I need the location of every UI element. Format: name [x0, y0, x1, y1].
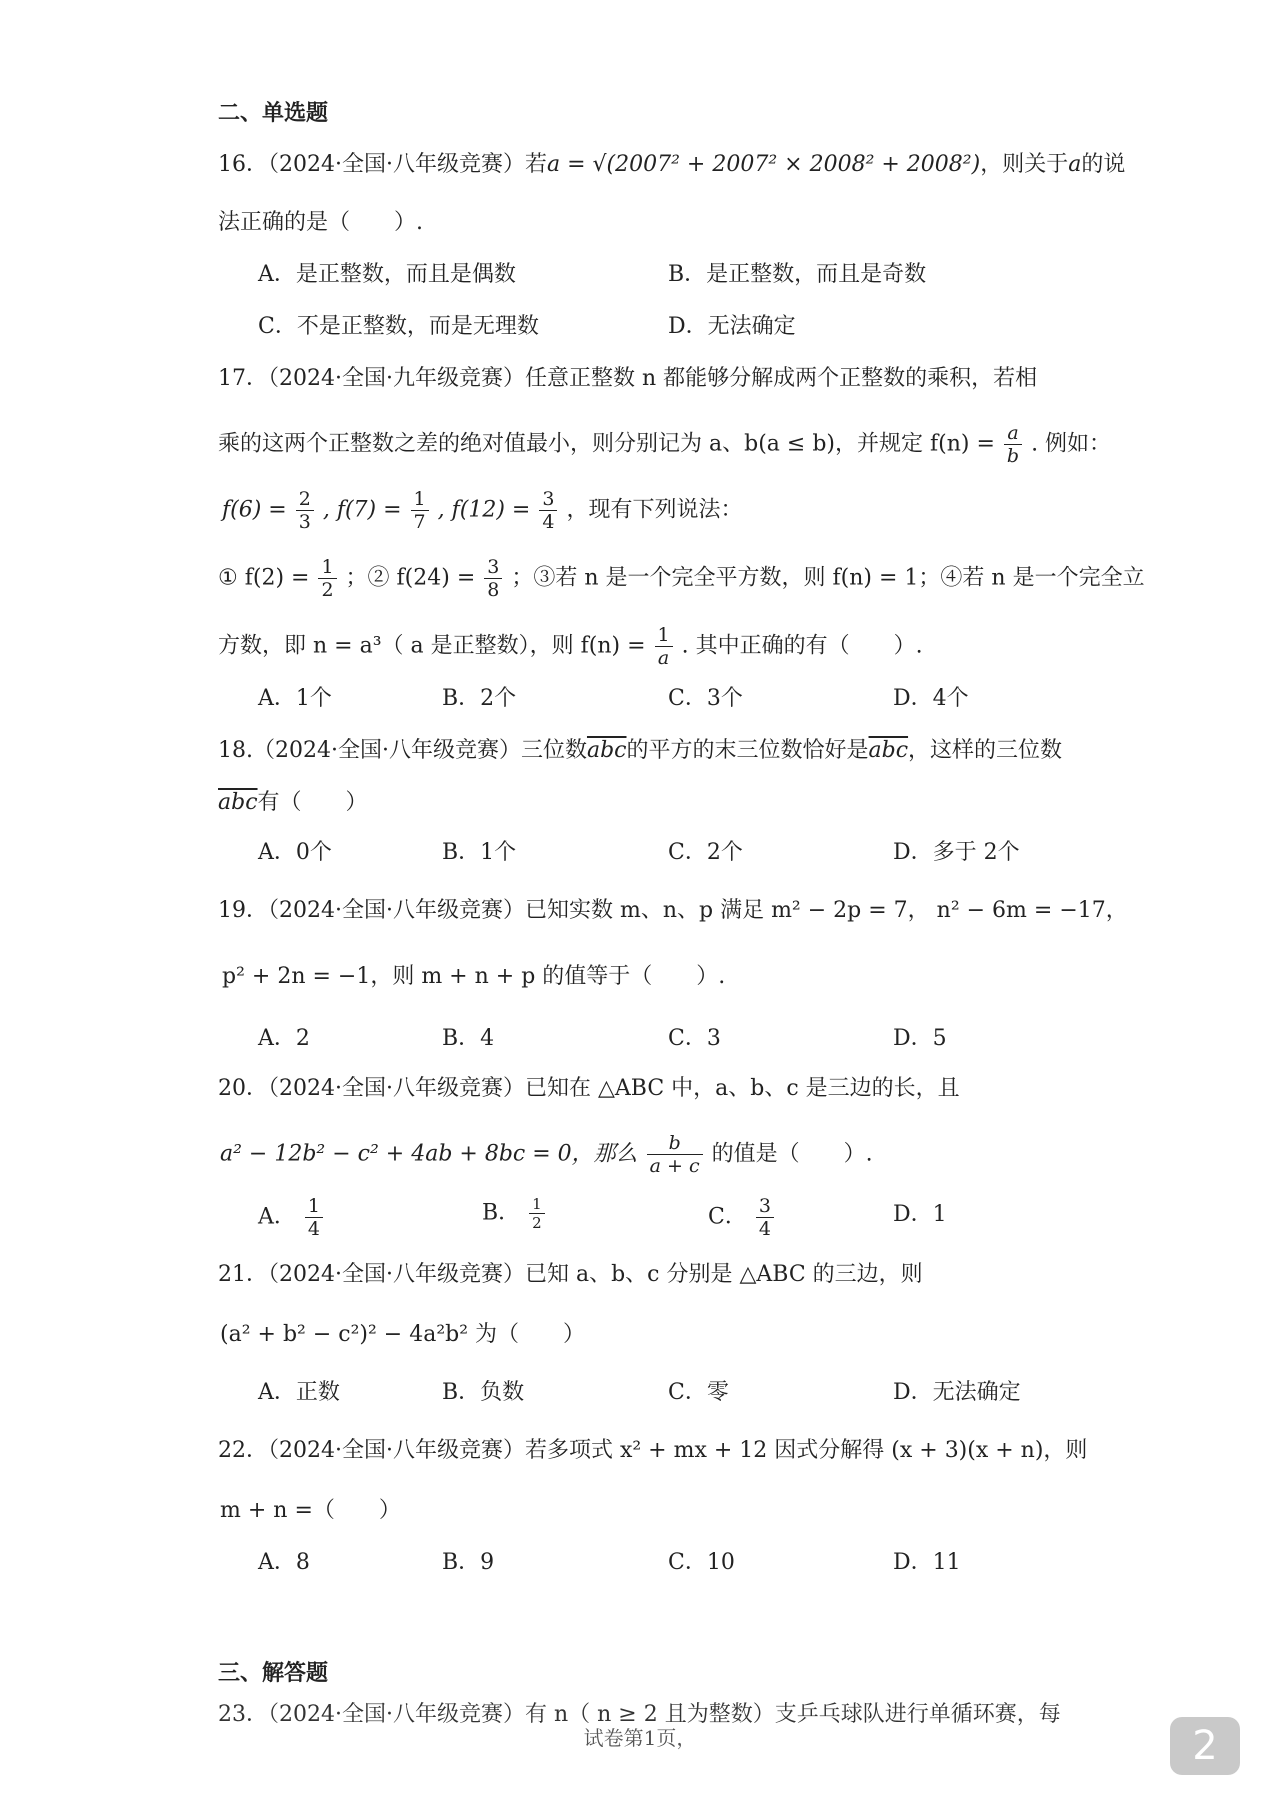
q20-option-c-frac: [756, 1195, 774, 1240]
q17-line3: [222, 488, 742, 533]
q16-var: a: [1068, 152, 1082, 177]
q17-ex2-frac: [411, 488, 429, 533]
q17-line4: [218, 556, 1145, 601]
q17-s1-frac: [318, 556, 336, 601]
q20-option-a-label: A．: [258, 1204, 296, 1230]
q20-a-den: 4: [307, 1218, 320, 1240]
q18-abc-2: $\overline{abc}$: [868, 738, 909, 763]
q20-line1: 20．（2024·全国·八年级竞赛）已知在 △ABC 中，a、b、c 是三边的长，且: [218, 1076, 960, 1101]
q20-b-num: 1: [529, 1195, 545, 1214]
q16-line2: 法正确的是（ ）.: [218, 210, 423, 235]
q17-ex3-num: 3: [539, 488, 557, 511]
q20-c-den: 4: [758, 1218, 771, 1240]
q21-option-a[interactable]: A．正数: [258, 1380, 340, 1405]
section-2-title: 二、单选题: [218, 100, 329, 126]
q17-ex3: , f(12) =: [437, 497, 531, 523]
q20-option-b-frac: [529, 1195, 545, 1232]
q17-ex1: f(6) =: [222, 497, 287, 523]
q18-line1: [218, 736, 1062, 766]
q16-end: 的说: [1081, 152, 1126, 177]
q20-frac-num: b: [647, 1132, 703, 1155]
q16-option-d[interactable]: D．无法确定: [668, 314, 796, 339]
q23-line1: 23．（2024·全国·八年级竞赛）有 n（ n ≥ 2 且为整数）支乒乓球队进行单循环赛，每: [218, 1702, 1061, 1727]
q17-line5-frac: [655, 624, 673, 669]
q20-option-c-label: C．: [708, 1204, 747, 1230]
q17-s1: ① f(2) =: [218, 565, 310, 591]
q18-prefix: 18.（2024·全国·八年级竞赛）三位数: [218, 738, 587, 763]
q16-option-c[interactable]: C．不是正整数，而是无理数: [258, 314, 539, 339]
q21-option-d[interactable]: D．无法确定: [893, 1380, 1021, 1405]
q20-a-num: 1: [305, 1195, 323, 1218]
q22-line1: 22．（2024·全国·八年级竞赛）若多项式 x² + mx + 12 因式分解得 (x + 3)(x + n)，则: [218, 1438, 1088, 1463]
q20-option-a[interactable]: [258, 1195, 325, 1240]
q20-option-d[interactable]: D．1: [893, 1202, 947, 1227]
q17-ex3-den: 4: [542, 511, 555, 533]
q18-abc: $\overline{abc}$: [586, 738, 627, 763]
q17-line5: [218, 624, 923, 669]
q21-line1: 21．（2024·全国·八年级竞赛）已知 a、b、c 分别是 △ABC 的三边，则: [218, 1262, 923, 1287]
q19-option-a[interactable]: A．2: [258, 1026, 310, 1051]
q17-ex1-den: 3: [298, 511, 311, 533]
q22-option-a[interactable]: A．8: [258, 1550, 310, 1575]
q17-ex3-frac: [539, 488, 557, 533]
q16-prefix: 16．（2024·全国·八年级竞赛）若: [218, 152, 547, 177]
q18-line2: [218, 788, 368, 818]
q17-line5-suffix: . 其中正确的有（ ）.: [681, 633, 923, 659]
q17-line2: [218, 422, 1111, 467]
q20-frac-den: a + c: [649, 1155, 700, 1177]
q17-ex1-frac: [296, 488, 314, 533]
q17-s1-num: 1: [318, 556, 336, 579]
q19-option-d[interactable]: D．5: [893, 1026, 947, 1051]
q17-line5-num: 1: [655, 624, 673, 647]
q18-line2-suffix: 有（ ）: [257, 790, 368, 815]
q16-suffix: ，则关于: [980, 152, 1069, 177]
q20-b-den: 2: [532, 1214, 542, 1232]
q17-ex2-num: 1: [411, 488, 429, 511]
q17-line5-den: a: [657, 647, 670, 669]
q20-c-num: 3: [756, 1195, 774, 1218]
q17-line2-text: 乘的这两个正整数之差的绝对值最小，则分别记为 a、b(a ≤ b)，并规定 f(n) =: [218, 431, 995, 457]
q17-ex1-num: 2: [296, 488, 314, 511]
q22-option-d[interactable]: D．11: [893, 1550, 961, 1575]
q17-frac-num: a: [1004, 422, 1022, 445]
q18-mid: 的平方的末三位数恰好是: [626, 738, 869, 763]
q18-option-d[interactable]: D．多于 2个: [893, 840, 1020, 865]
q18-option-c[interactable]: C．2个: [668, 840, 743, 865]
section-3-title: 三、解答题: [218, 1660, 329, 1686]
q17-fraction: [1004, 422, 1022, 467]
q17-s2: ；② f(24) =: [345, 565, 476, 591]
q20-line2-suffix: 的值是（ ）.: [711, 1141, 873, 1167]
q16-option-a[interactable]: A．是正整数，而且是偶数: [258, 262, 516, 287]
q18-option-b[interactable]: B．1个: [442, 840, 517, 865]
q17-line2-suffix: . 例如：: [1031, 431, 1112, 457]
q19-option-b[interactable]: B．4: [442, 1026, 495, 1051]
q16-option-b[interactable]: B．是正整数，而且是奇数: [668, 262, 927, 287]
q21-line2: (a² + b² − c²)² − 4a²b² 为（ ）: [220, 1322, 586, 1347]
q17-s2-den: 8: [487, 579, 500, 601]
q17-s1-den: 2: [321, 579, 334, 601]
q17-ex2: , f(7) =: [322, 497, 402, 523]
q18-suffix: ，这样的三位数: [908, 738, 1063, 763]
q17-s2-frac: [484, 556, 502, 601]
page-footer: 试卷第1页，: [583, 1726, 697, 1750]
q20-option-a-frac: [305, 1195, 323, 1240]
q21-option-b[interactable]: B．负数: [442, 1380, 525, 1405]
q17-option-a[interactable]: A．1个: [258, 686, 332, 711]
q17-s2-num: 3: [484, 556, 502, 579]
q17-ex2-den: 7: [413, 511, 426, 533]
q19-line2: p² + 2n = −1，则 m + n + p 的值等于（ ）.: [222, 964, 726, 989]
page-number-badge[interactable]: 2: [1170, 1717, 1240, 1775]
q17-frac-den: b: [1006, 445, 1020, 467]
q17-line1: 17．（2024·全国·九年级竞赛）任意正整数 n 都能够分解成两个正整数的乘积，若相: [218, 366, 1038, 391]
q17-option-b[interactable]: B．2个: [442, 686, 517, 711]
q20-option-b[interactable]: [482, 1195, 547, 1232]
q18-abc-3: $\overline{abc}$: [218, 790, 258, 815]
q19-option-c[interactable]: C．3: [668, 1026, 721, 1051]
q19-line1: 19．（2024·全国·八年级竞赛）已知实数 m、n、p 满足 m² − 2p = 7， n² − 6m = −17，: [218, 898, 1128, 923]
q16-expression: a = √(2007² + 2007² × 2008² + 2008²): [546, 152, 981, 177]
q18-option-a[interactable]: A．0个: [258, 840, 332, 865]
q17-line5-text: 方数，即 n = a³（ a 是正整数），则 f(n) =: [218, 633, 646, 659]
q22-option-c[interactable]: C．10: [668, 1550, 735, 1575]
q20-line2: [220, 1132, 873, 1177]
q17-s34: ；③若 n 是一个完全平方数，则 f(n) = 1；④若 n 是一个完全立: [511, 565, 1145, 591]
q17-option-c[interactable]: C．3个: [668, 686, 743, 711]
q16-line1: [218, 150, 1125, 180]
q17-option-d[interactable]: D．4个: [893, 686, 969, 711]
q20-option-b-label: B．: [482, 1200, 521, 1226]
q22-line2: m + n =（ ）: [220, 1498, 401, 1523]
q20-option-c[interactable]: [708, 1195, 776, 1240]
q21-option-c[interactable]: C．零: [668, 1380, 729, 1405]
q22-option-b[interactable]: B．9: [442, 1550, 495, 1575]
q17-line3-suffix: ，现有下列说法：: [566, 497, 743, 523]
q20-fraction: [647, 1132, 703, 1177]
q20-equation: a² − 12b² − c² + 4ab + 8bc = 0，那么: [220, 1141, 638, 1167]
